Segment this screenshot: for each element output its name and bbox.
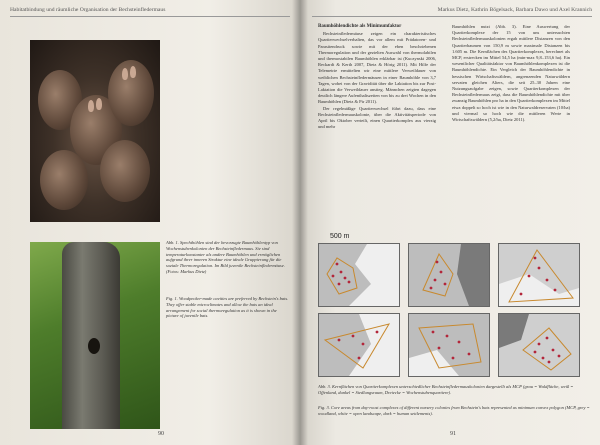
running-head-left: Habitatbindung und räumliche Organisation der Bechsteinfledermaus	[10, 7, 166, 13]
map-panel-4	[318, 313, 400, 377]
map-panel-5	[408, 313, 490, 377]
caption-en-fig1: Fig. 1. Woodpecker-made cavities are preferred by Bechstein's bats. They offer stable microclimates and allow the bats an ideal arrangement for social thermoregulation as it is shown in the picture of juvenile bats.	[166, 296, 289, 319]
scale-label: 500 m	[330, 233, 350, 240]
map-figure	[318, 233, 582, 380]
header-rule-left	[10, 16, 290, 17]
section-heading: Baumhöhlendichte als Minimumfaktor	[318, 24, 402, 29]
tree-photo	[30, 242, 160, 429]
bat-ear	[122, 68, 128, 80]
tree-trunk	[62, 242, 120, 429]
paragraph: Bechsteinfledermäuse zeigen ein charakteristisches Quartierwechselverhalten, das vor allem mit Prädatoren- und Parasitendruck sowie mit der eben beschriebenen Thermoregulation und der gezielten Auswahl von thermolabilen und thermostabilen Baumhöhlen erklärbar ist (Kuczynski 2006, Reckardt & Kerth 2007, Dietz & Hörig 2011). Mit Hilfe der Telemetrie ermittelten wir eine mittlere Verweildauer von weiblichen Bechsteinfledermäusen in einer Baumhöhle von 3,7 Tagen, wobei von der Gravidität über die Laktation bis zur Post-Laktation die Verweildauer anstieg. Männchen zeigten dagegen deutlich längere Aufenthaltszeiten von bis zu drei Wochen in den Baumhöhlen (Dietz & Pir 2011).	[318, 31, 436, 105]
paragraph: Baumhöhlen nutzt (Abb. 3). Eine Auswertung der Quartierkomplexe der 15 von uns untersuchten Bechsteinfledermauskolonien ergab mittlere Distanzen von den Quartierbaumen von 150,9 m sowie maximale Distanzen bis 1.605 m. Die Kernflächen des Quartierkomplexes, berechnet als MCP, erstrecken im Mittel 54,5 ha (min-max 9,8–153,6 ha). Ein wesentlicher Qualitätsfaktor von Baumhöhlenkomplexen ist die Baumhöhlendichte. Ein Vergleich der Baumhöhlendichte in hessischen Wirtschaftswäldern, angrenzenden Naturwäldern servaten gleichen Alters, die seit 25–30 Jahren eine Nutzungsaufgabe zeigen, sowie Quartierkomplexen der Bechsteinfledermaus zeigt, dass die Baumhöhlendichte mit über zwanzig Baumhöhlen pro ha in den Quartierkomplexen im Mittel etwa doppelt so hoch ist wie in den Naturwaldreservaten (10/ha) und viermal so hoch wie die mittleren Werte in Wirtschaftswäldern (5,2/ha, Dietz 2011).	[452, 24, 570, 123]
bat-ear	[96, 98, 102, 110]
figure-caption-de: Abb. 3. Kernflächen von Quartierkomplexen unterschiedlicher Bechsteinfledermauskolonien dargestellt als MCP (grau = Waldfläche, weiß = Offenland, dunkel = Siedlungsraum, Dreiecke = Wochenstubenquartiere).	[318, 384, 574, 395]
map-panel-1	[318, 243, 400, 307]
paragraph: Der regelmäßige Quartierwechsel führt dazu, dass eine Bechsteinfledermauskolonie, über die Aktivitätsperiode von April bis Oktober verteilt, einen Quartierkomplex aus vierzig und mehr	[318, 105, 436, 130]
caption-de-fig1: Abb. 1. Spechthöhlen sind der bevorzugte Baumhöhlentyp von Wochenstubenkolonien der Bechsteinfledermaus. Sie sind temperaturkonstanter als andere Baumhöhlen und ermöglichen aufgrund ihrer inneren Struktur eine ideale Gruppierung für die soziale Thermoregulation. Im Bild juvenile Bechsteinfledermäuse. (Fotos: Markus Dietz)	[166, 240, 285, 274]
bat-ear	[88, 100, 94, 112]
map-panel-3	[498, 243, 580, 307]
text-column-2	[452, 24, 570, 123]
woodpecker-cavity	[88, 338, 100, 354]
bat-ear	[130, 66, 136, 78]
bats-photo	[30, 40, 160, 222]
page-number-right: 91	[450, 431, 456, 437]
text-column-1	[318, 24, 436, 130]
running-head-right: Markus Dietz, Kathrin Bögelsack, Barbara Dawo und Axel Krannich	[437, 7, 592, 13]
figure-caption-en: Fig. 3. Core areas from day-roost complexes of different nursery colonies from Bechstein's bats represented as minimum convex polygon (MCP, grey = woodland, white = open landscape, dark = human settlements).	[318, 405, 590, 416]
bat-figure	[100, 140, 150, 202]
page-number-left: 90	[158, 431, 164, 437]
book-spine-shadow	[292, 0, 308, 445]
bat-figure	[40, 150, 88, 210]
map-panel-2	[408, 243, 490, 307]
map-panel-6	[498, 313, 580, 377]
header-rule-right	[312, 16, 592, 17]
